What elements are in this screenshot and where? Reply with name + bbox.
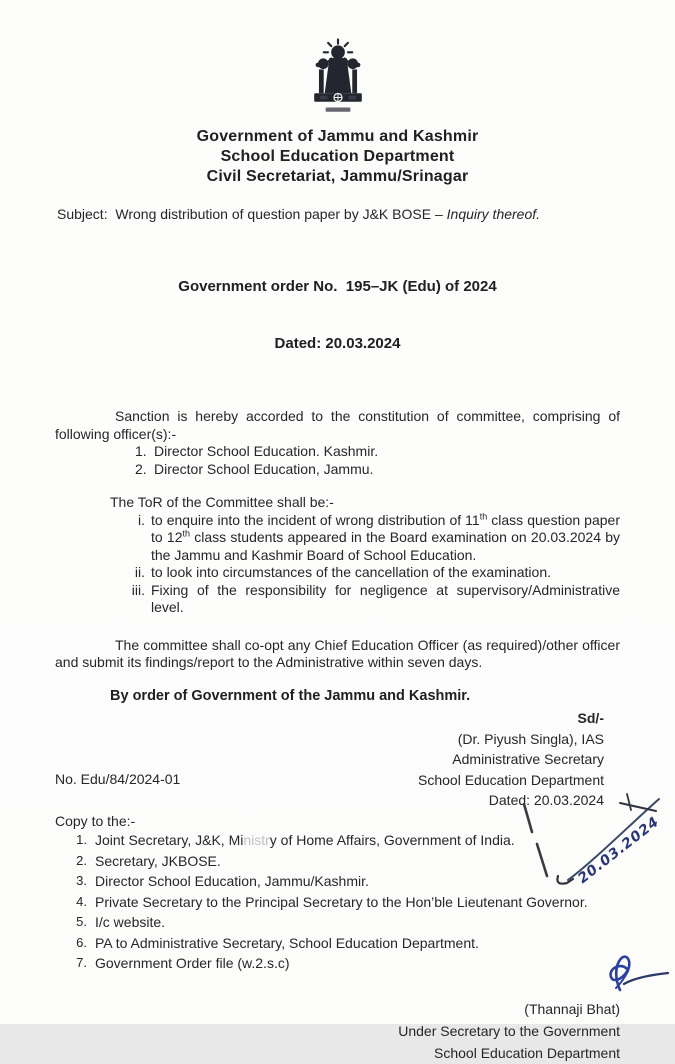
- list-number: i.: [138, 511, 145, 528]
- ashoka-lion-capital-icon: [307, 38, 369, 118]
- faded-text-segment: nistr: [243, 832, 270, 848]
- officers-list: [135, 443, 620, 478]
- subject-line: [57, 206, 620, 224]
- list-item: [69, 912, 620, 933]
- signature-squiggle-icon: [594, 946, 670, 1000]
- letterhead-line-government: Government of Jammu and Kashmir: [196, 127, 479, 145]
- by-order-line: By order of Government of the Jammu and Kashmir.: [110, 687, 471, 704]
- tor-item-ii: [123, 564, 620, 582]
- signatory-name: (Dr. Piyush Singla), IAS: [457, 730, 604, 747]
- list-item: [135, 461, 620, 479]
- order-date-line: Dated: 20.03.2024: [274, 335, 401, 352]
- handwritten-signature-area: [508, 780, 670, 903]
- tor-item-i: [123, 512, 620, 565]
- list-number: 7.: [76, 955, 87, 970]
- ordinal-superscript: th: [479, 510, 488, 521]
- copy-item-text: I/c website.: [95, 914, 166, 930]
- emblem-container: [0, 0, 675, 123]
- list-number: 3.: [76, 873, 87, 888]
- copy-item-text: Private Secretary to the Principal Secretary to the Hon’ble Lieutenant Governor.: [95, 893, 588, 910]
- tor-item-text: Fixing of the responsibility for negligence at supervisory/Administrative level.: [151, 581, 620, 615]
- subject-label: Subject:: [57, 205, 108, 222]
- signatory-designation: Administrative Secretary: [452, 751, 604, 767]
- list-number: iii.: [131, 581, 145, 598]
- subject-italic-text: Inquiry thereof.: [446, 205, 541, 222]
- under-secretary-title: Under Secretary to the Government: [398, 1022, 620, 1039]
- document-body: [55, 206, 620, 1064]
- copy-item-text: Director School Education, Jammu/Kashmir.: [95, 873, 369, 889]
- committee-paragraph: The committee shall co-opt any Chief Education Officer (as required)/other officer and submit its findings/report to the Administrative within seven days.: [55, 636, 620, 670]
- letterhead-line-department: School Education Department: [220, 147, 455, 165]
- order-number-line: Government order No. 195–JK (Edu) of 2024: [178, 278, 497, 295]
- tor-item-text: [151, 512, 620, 565]
- motto-satyameva-jayate: [325, 108, 350, 112]
- handwritten-signature-mark: [508, 780, 670, 898]
- list-item: [135, 443, 620, 461]
- copy-text-segment: y of Home Affairs, Government of India.: [269, 832, 515, 848]
- blue-ink-signature: [594, 946, 670, 1005]
- ordinal-superscript: th: [182, 528, 191, 539]
- copy-text-segment: Joint Secretary, J&K, Mi: [95, 832, 244, 848]
- list-number: 5.: [76, 914, 87, 929]
- tor-text-segment: to enquire into the incident of wrong distribution of 11: [151, 511, 480, 528]
- list-number: 6.: [76, 934, 87, 950]
- list-item: [69, 953, 620, 974]
- copy-item-text: Government Order file (w.2.s.c): [95, 955, 290, 971]
- tor-intro: The ToR of the Committee shall be:-: [110, 494, 334, 510]
- copy-item-text: PA to Administrative Secretary, School Education Department.: [95, 934, 479, 951]
- list-number: 2.: [135, 460, 147, 477]
- list-number: 2.: [76, 852, 87, 868]
- tor-text-segment: class question paper to 12: [151, 511, 620, 545]
- list-number: ii.: [134, 564, 145, 580]
- officer-name: Director School Education, Jammu.: [154, 460, 374, 477]
- copy-to-heading: Copy to the:-: [55, 812, 136, 829]
- subject-text: Wrong distribution of question paper by J&K BOSE –: [107, 205, 447, 222]
- under-secretary-block: [55, 998, 620, 1064]
- signatory-department: School Education Department: [418, 771, 604, 788]
- order-heading: [55, 239, 620, 391]
- tor-item-text: to look into circumstances of the cancellation of the examination.: [151, 564, 551, 580]
- letterhead-line-secretariat: Civil Secretariat, Jammu/Srinagar: [206, 167, 469, 185]
- copy-item-text: Secretary, JKBOSE.: [95, 852, 221, 869]
- reference-number: No. Edu/84/2024-01: [55, 771, 181, 787]
- under-secretary-name: (Thannaji Bhat): [524, 1000, 620, 1017]
- list-number: 1.: [76, 832, 87, 847]
- list-number: 4.: [76, 893, 87, 909]
- under-secretary-department: School Education Department: [434, 1044, 620, 1061]
- officer-name: Director School Education. Kashmir.: [154, 443, 379, 459]
- list-item: [69, 933, 620, 954]
- list-number: 1.: [135, 443, 147, 459]
- letterhead: [0, 127, 675, 187]
- tor-text-segment: class students appeared in the Board examination on 20.03.2024 by the Jammu and Kashmir Board of School Education.: [151, 529, 621, 563]
- signatory-dated: Dated: 20.03.2024: [488, 792, 604, 808]
- sanction-paragraph: Sanction is hereby accorded to the constitution of committee, comprising of following officer(s):-: [55, 408, 620, 442]
- sd-mark: Sd/-: [577, 710, 604, 726]
- tor-item-iii: [123, 582, 620, 617]
- handwritten-date-text: 20.03.2024: [575, 813, 663, 887]
